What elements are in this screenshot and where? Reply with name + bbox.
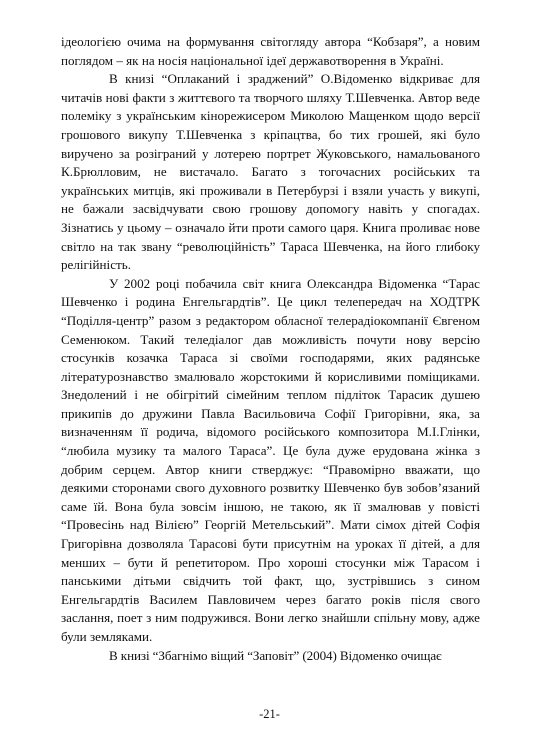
paragraph-engelhardt-family: У 2002 році побачила світ книга Олександра Відоменка “Тарас Шевченко і родина Енгельгардтів”. Це цикл телепередач на ХОДТРК “Поділля-центр” разом з редактором обласної телерадіокомпанії Євгеном Семенюком. Такий теледіалог дав можливість почути нову версію стосунків козачка Тараса зі своїми господарями, яких радянське літературознавство змалювало жорстокими й корисливими поміщиками. Знедолений і не обігрітий сімейним теплом підліток Тарасик душею прикипів до дружини Павла Васильовича Софії Григорівни, яка, за визначенням її родича, відомого російського композитора М.І.Глінки, “любила музику та малого Тараса”. Це була дуже ерудована жінка з добрим серцем. Автор книги стверджує: “Правомірно вважати, що деякими сторонами свого духовного розвитку Шевченко був зобов’язаний саме їй. Вона була зовсім іншою, не такою, як її змалював у повісті “Провесінь над Вілією” Георгій Метельський”. Мати сімох дітей Софія Григорівна дозволяла Тарасові бути присутнім на уроках її дітей, а для менших – бути й репетитором. Про хороші стосунки між Тарасом і панськими дітьми свідчить той факт, що, зустрівшись з сином Енгельгардтів Василем Павловичем через багато років після свого заслання, поет з ним подружився. Вони легко знайшли спільну мову, адже були земляками. [61,275,480,644]
paragraph-oplakanyi: В книзі “Оплаканий і зраджений” О.Відоменко відкриває для читачів нові факти з життєвого та творчого шляху Т.Шевченка. Автор веде полеміку з українським кінорежисером Миколою Мащенком щодо версії грошового викупу Т.Шевченка з кріпацтва, бо тих грошей, які було виручено за розіграний у лотерею портрет Жуковського, намальованого К.Брюлловим, не вистачало. Багато з тогочасних російських та українських митців, які проживали в Петербурзі і взяли участь у викупі, не бажали засвідчувати свою грошову допомогу навіть у спогадах. Зізнатись у цьому – означало йти проти самого царя. Книга проливає нове світло на так звану “революційність” Тараса Шевченка, на його глибоку релігійність. [61,71,480,273]
paragraph-zapovit: В книзі “Збагнімо віщий “Заповіт” (2004) Відоменко очищає [109,647,442,663]
paragraph-continuation: ідеологією очима на формування світогляду автора “Кобзаря”, а новим поглядом – як на носія національної ідеї державотворення в Україні. [61,34,480,68]
document-page [61,33,480,733]
page-number: -21- [259,707,280,721]
